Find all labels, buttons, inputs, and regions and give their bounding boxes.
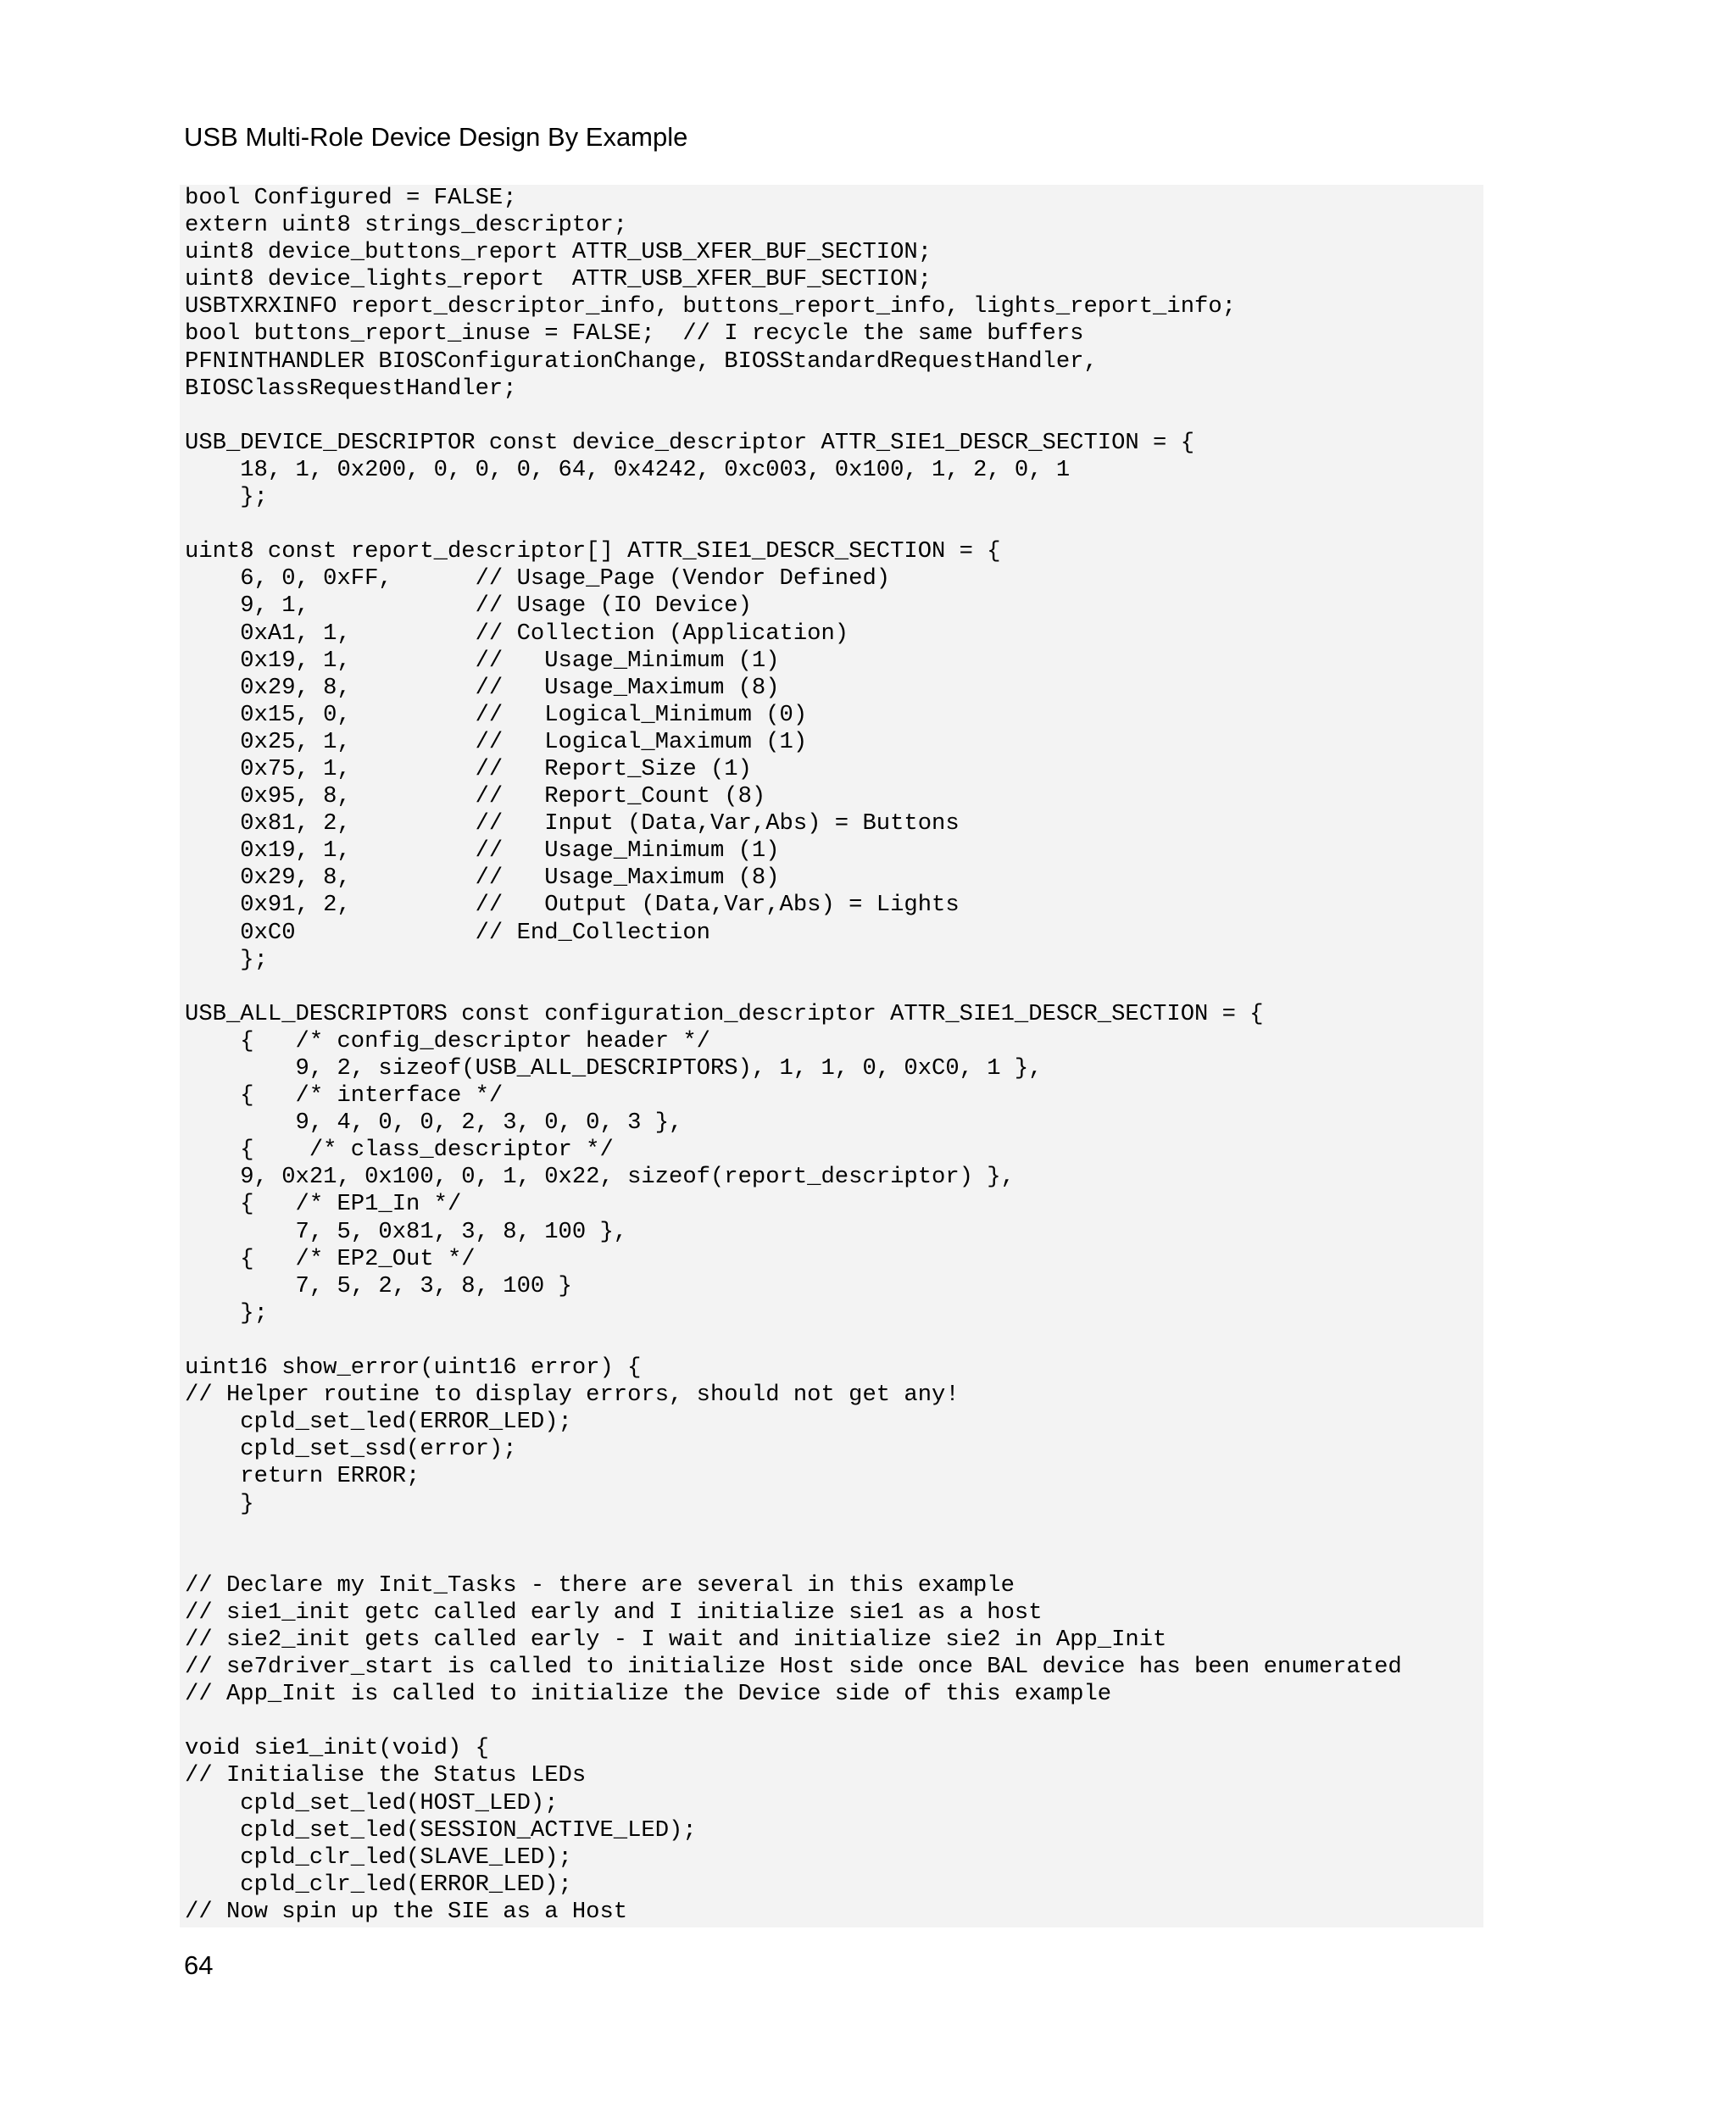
code-line: { /* EP1_In */ xyxy=(185,1191,462,1218)
code-line: // Initialise the Status LEDs xyxy=(185,1762,587,1789)
code-line: USB_DEVICE_DESCRIPTOR const device_descriptor ATTR_SIE1_DESCR_SECTION = { xyxy=(185,429,1195,456)
code-line: cpld_set_led(HOST_LED); xyxy=(185,1789,559,1816)
code-line: 18, 1, 0x200, 0, 0, 0, 64, 0x4242, 0xc003, 0x100, 1, 2, 0, 1 xyxy=(185,456,1071,483)
code-line: uint8 device_lights_report ATTR_USB_XFER_BUF_SECTION; xyxy=(185,266,932,293)
code-line: 0x19, 1, // Usage_Minimum (1) xyxy=(185,647,780,674)
code-line: return ERROR; xyxy=(185,1463,420,1490)
code-lines-container xyxy=(185,185,1402,1926)
code-line: // se7driver_start is called to initialize Host side once BAL device has been enumerated xyxy=(185,1654,1402,1681)
code-line: // sie2_init gets called early - I wait and initialize sie2 in App_Init xyxy=(185,1626,1167,1653)
code-line xyxy=(185,511,1402,538)
code-line: bool buttons_report_inuse = FALSE; // I recycle the same buffers xyxy=(185,320,1084,348)
code-line: // App_Init is called to initialize the Device side of this example xyxy=(185,1681,1112,1708)
code-line: 9, 2, sizeof(USB_ALL_DESCRIPTORS), 1, 1, 0, 0xC0, 1 }, xyxy=(185,1055,1043,1082)
page-header-title: USB Multi-Role Device Design By Example xyxy=(184,122,688,152)
code-line xyxy=(185,1545,1402,1572)
code-line: 0x81, 2, // Input (Data,Var,Abs) = Buttons xyxy=(185,810,960,837)
code-line: } xyxy=(185,1490,254,1517)
code-line: }; xyxy=(185,484,268,511)
code-line: 0xC0 // End_Collection xyxy=(185,919,710,946)
code-line: 9, 0x21, 0x100, 0, 1, 0x22, sizeof(report_descriptor) }, xyxy=(185,1164,1015,1191)
code-line: 7, 5, 2, 3, 8, 100 } xyxy=(185,1272,572,1299)
code-line xyxy=(185,1708,1402,1735)
code-line: uint8 const report_descriptor[] ATTR_SIE1_DESCR_SECTION = { xyxy=(185,538,1001,565)
code-line: { /* config_descriptor header */ xyxy=(185,1027,710,1054)
code-line: uint16 show_error(uint16 error) { xyxy=(185,1354,642,1382)
code-line: { /* class_descriptor */ xyxy=(185,1137,614,1164)
code-line: }; xyxy=(185,946,268,973)
code-line: extern uint8 strings_descriptor; xyxy=(185,212,628,239)
code-line: bool Configured = FALSE; xyxy=(185,185,517,211)
code-line xyxy=(185,403,1402,430)
code-line xyxy=(185,1518,1402,1545)
code-line: cpld_set_led(ERROR_LED); xyxy=(185,1409,572,1436)
code-line: 0x95, 8, // Report_Count (8) xyxy=(185,783,766,810)
code-line: 0x15, 0, // Logical_Minimum (0) xyxy=(185,701,808,728)
code-line: 0x19, 1, // Usage_Minimum (1) xyxy=(185,837,780,865)
code-line: uint8 device_buttons_report ATTR_USB_XFER_BUF_SECTION; xyxy=(185,239,932,266)
code-line: // Declare my Init_Tasks - there are several in this example xyxy=(185,1571,1015,1599)
code-line: void sie1_init(void) { xyxy=(185,1735,489,1762)
code-line: cpld_set_ssd(error); xyxy=(185,1436,517,1463)
code-line: 9, 4, 0, 0, 2, 3, 0, 0, 3 }, xyxy=(185,1110,683,1137)
code-line: 0x25, 1, // Logical_Maximum (1) xyxy=(185,728,808,755)
code-line xyxy=(185,1327,1402,1354)
code-line: PFNINTHANDLER BIOSConfigurationChange, BIOSStandardRequestHandler, xyxy=(185,348,1098,375)
code-line: 0x75, 1, // Report_Size (1) xyxy=(185,755,752,782)
code-line: { /* interface */ xyxy=(185,1082,504,1110)
code-line: 7, 5, 0x81, 3, 8, 100 }, xyxy=(185,1218,628,1245)
code-line: 0xA1, 1, // Collection (Application) xyxy=(185,620,849,647)
code-line: USB_ALL_DESCRIPTORS const configuration_descriptor ATTR_SIE1_DESCR_SECTION = { xyxy=(185,1000,1264,1027)
code-line: 0x29, 8, // Usage_Maximum (8) xyxy=(185,865,780,892)
code-line: }; xyxy=(185,1299,268,1327)
code-listing xyxy=(180,185,1483,1927)
code-line: // Helper routine to display errors, should not get any! xyxy=(185,1382,960,1409)
code-line: cpld_clr_led(ERROR_LED); xyxy=(185,1871,572,1898)
code-line: cpld_clr_led(SLAVE_LED); xyxy=(185,1844,572,1871)
code-line: 0x91, 2, // Output (Data,Var,Abs) = Lights xyxy=(185,892,960,919)
code-line: BIOSClassRequestHandler; xyxy=(185,375,517,402)
code-line: // sie1_init getc called early and I initialize sie1 as a host xyxy=(185,1599,1043,1626)
code-line: // Now spin up the SIE as a Host xyxy=(185,1898,628,1925)
code-line: 6, 0, 0xFF, // Usage_Page (Vendor Defined) xyxy=(185,565,891,592)
code-line: { /* EP2_Out */ xyxy=(185,1245,476,1272)
code-line: USBTXRXINFO report_descriptor_info, buttons_report_info, lights_report_info; xyxy=(185,293,1236,320)
page-number: 64 xyxy=(184,1950,214,1980)
code-line xyxy=(185,974,1402,1001)
code-line: 9, 1, // Usage (IO Device) xyxy=(185,592,752,620)
code-line: 0x29, 8, // Usage_Maximum (8) xyxy=(185,674,780,701)
code-line: cpld_set_led(SESSION_ACTIVE_LED); xyxy=(185,1816,697,1844)
